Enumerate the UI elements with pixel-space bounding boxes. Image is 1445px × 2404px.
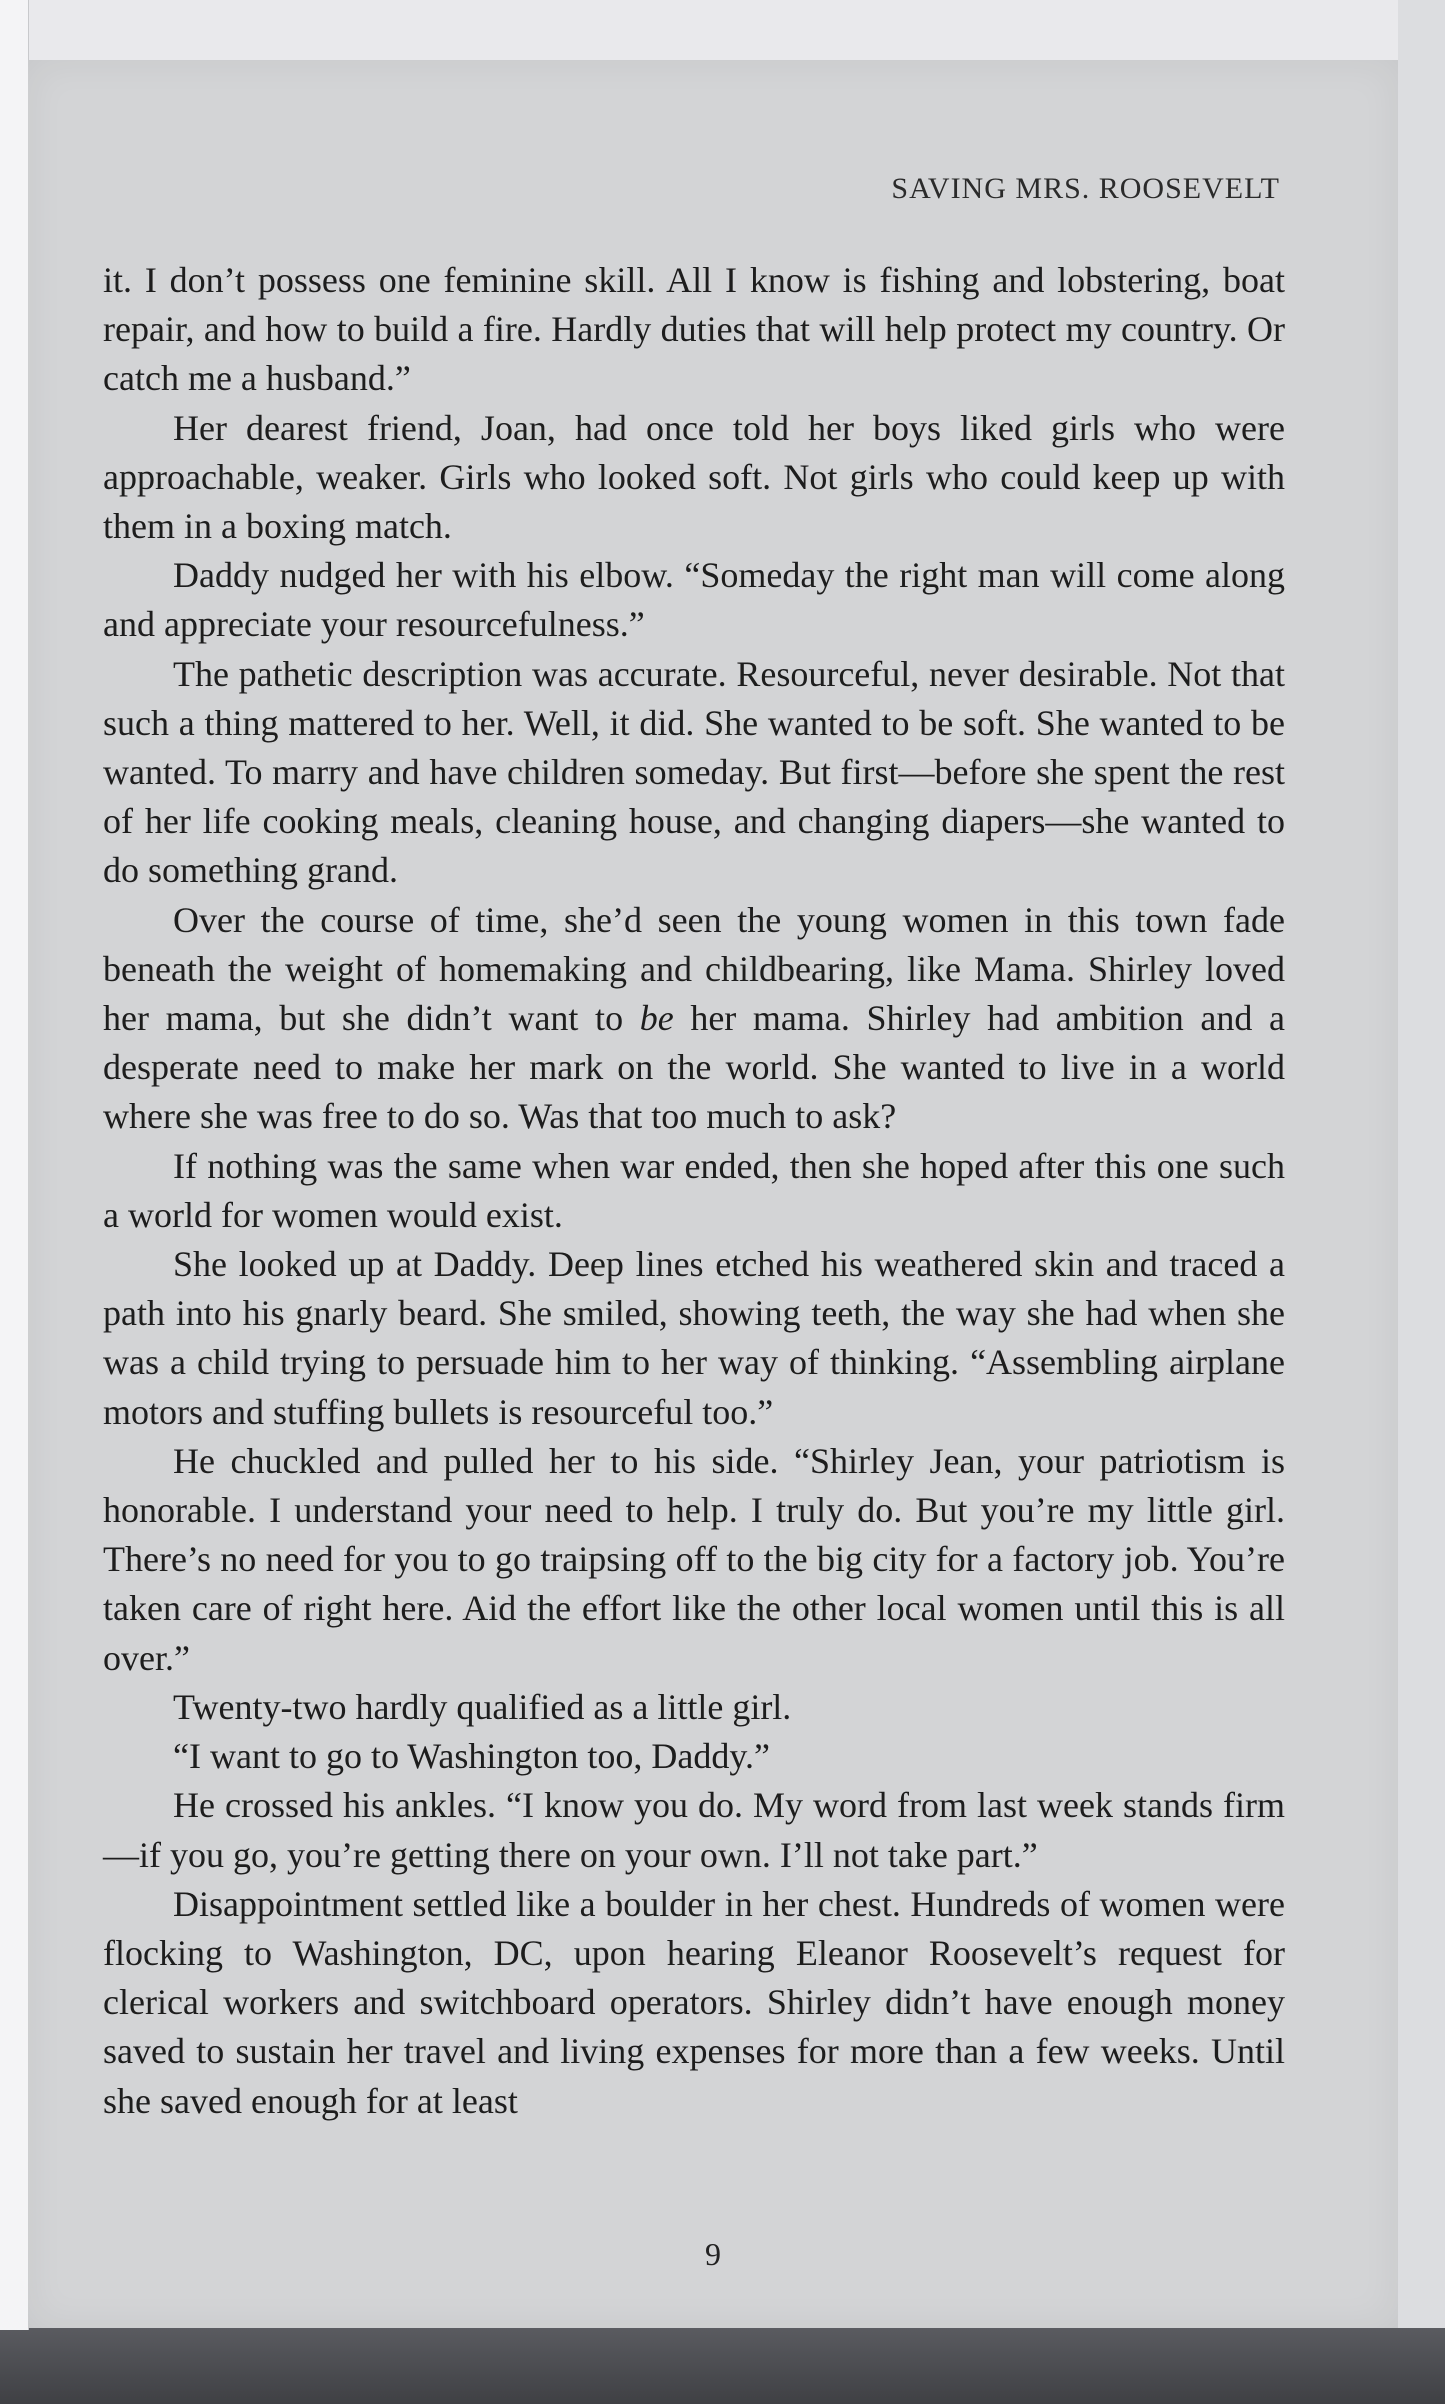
paragraph-5-emphasis: be (639, 998, 674, 1039)
paragraph-5-before: Over the course of time, she’d seen the young women in this town fade beneath the weight of homemaking and childbearing, like Mama. Shirley loved her mama, but she didn’t want to (103, 899, 1285, 1039)
paragraph-4: The pathetic description was accurate. Resourceful, never desirable. Not that such a thing mattered to her. Well, it did. She wanted to be soft. She wanted to be wanted. To marry and have children someday. But first—before she spent the rest of her life cooking meals, cleaning house, and changing diapers—she wanted to do something grand. (103, 653, 1285, 891)
paragraph-10: “I want to go to Washington too, Daddy.” (173, 1736, 771, 1777)
paragraph-5 (103, 896, 1285, 1142)
paragraph-7: She looked up at Daddy. Deep lines etched his weathered skin and traced a path into his gnarly beard. She smiled, showing teeth, the way she had when she was a child trying to persuade him to her way of thinking. “Assembling airplane motors and stuffing bullets is resourceful too.” (103, 1244, 1285, 1432)
page-number: 9 (705, 2236, 721, 2272)
previous-page-edge (0, 0, 29, 2330)
paragraph-12: Disappointment settled like a boulder in her chest. Hundreds of women were flocking to Washington, DC, upon hearing Eleanor Roosevelt’s request for clerical workers and switchboard operators. Shirley didn’t have enough money saved to sustain her travel and living expenses for more than a few weeks. Until she saved enough for at least (103, 1883, 1285, 2121)
body-text (103, 256, 1285, 2126)
paragraph-2: Her dearest friend, Joan, had once told her boys liked girls who were approachable, weaker. Girls who looked soft. Not girls who could keep up with them in a boxing match. (103, 407, 1285, 547)
paragraph-6: If nothing was the same when war ended, then she hoped after this one such a world for women would exist. (103, 1145, 1285, 1235)
book-page (28, 60, 1398, 2328)
paragraph-5-after: her mama. Shirley had ambition and a desperate need to make her mark on the world. She wanted to live in a world where she was free to do so. Was that too much to ask? (103, 998, 1285, 1137)
paragraph-9: Twenty-two hardly qualified as a little girl. (173, 1686, 792, 1727)
background-right (1398, 0, 1445, 2330)
background-desk (0, 2328, 1445, 2404)
running-header: SAVING MRS. ROOSEVELT (891, 172, 1280, 205)
paragraph-3: Daddy nudged her with his elbow. “Someday the right man will come along and appreciate your resourcefulness.” (103, 555, 1285, 645)
paragraph-8: He chuckled and pulled her to his side. “Shirley Jean, your patriotism is honorable. I understand your need to help. I truly do. But you’re my little girl. There’s no need for you to go traipsing off to the big city for a factory job. You’re taken care of right here. Aid the effort like the other local women until this is all over.” (103, 1440, 1285, 1678)
paragraph-1: it. I don’t possess one feminine skill. All I know is fishing and lobstering, boat repair, and how to build a fire. Hardly duties that will help protect my country. Or catch me a husband.” (103, 260, 1285, 399)
paragraph-11: He crossed his ankles. “I know you do. My word from last week stands firm—if you go, you’re getting there on your own. I’ll not take part.” (103, 1785, 1285, 1875)
